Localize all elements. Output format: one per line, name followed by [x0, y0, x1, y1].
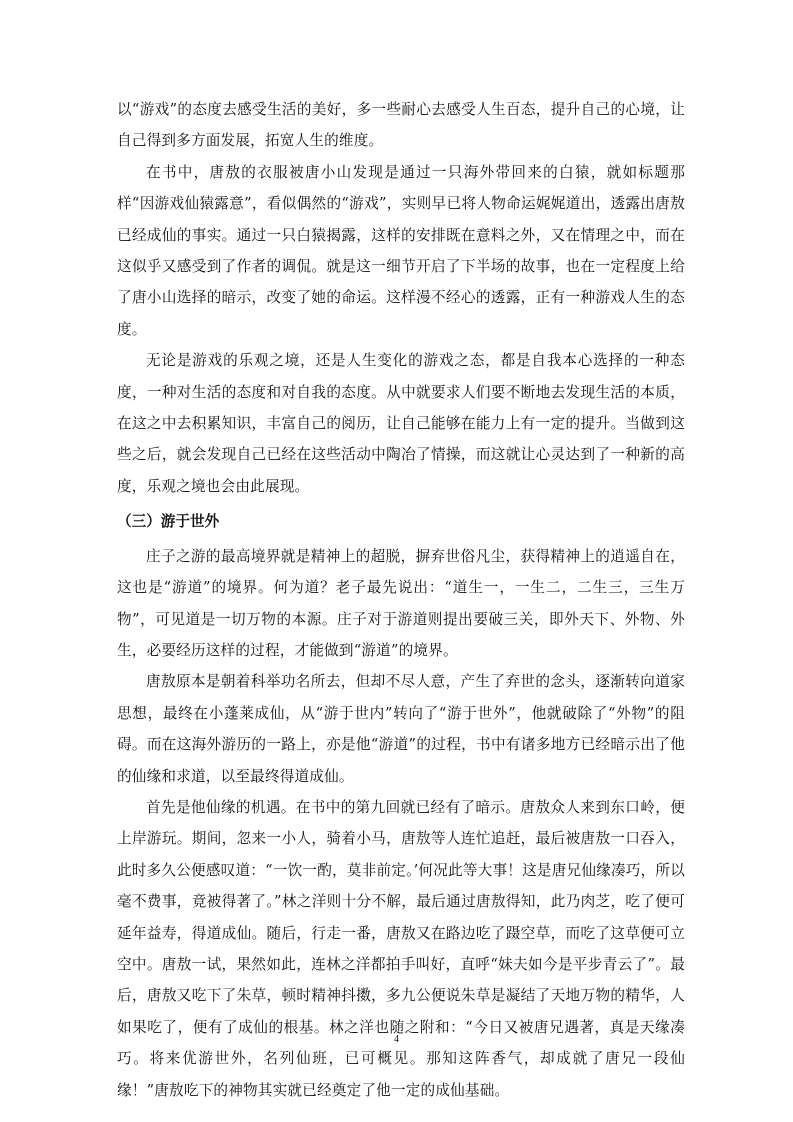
section-heading: （三）游于世外 — [117, 513, 220, 531]
paragraph-game-attitude: 无论是游戏的乐观之境，还是人生变化的游戏之态，都是自我本心选择的一种态度，一种对生活的态度和对自我的态度。从中就要求人们要不断地去发现生活的本质，在这之中去积累知识，丰富自己的阅历，让自己能够在能力上有一定的提升。当做到这些之后，就会发现自己已经在这些活动中陶冶了情操，而这就让心灵达到了一种新的高度，乐观之境也会由此展现。 — [117, 352, 685, 495]
paragraph-white-ape: 在书中，唐敖的衣服被唐小山发现是通过一只海外带回来的白猿，就如标题那样“因游戏仙猿露意”，看似偶然的“游戏”，实则早已将人物命运娓娓道出，透露出唐敖已经成仙的事实。通过一只白猿揭露，这样的安排既在意料之外，又在情理之中，而在这似乎又感受到了作者的调侃。就是这一细节开启了下半场的故事，也在一定程度上给了唐小山选择的暗示，改变了她的命运。这样漫不经心的透露，正有一种游戏人生的态度。 — [117, 163, 685, 338]
paragraph-continued: 以“游戏”的态度去感受生活的美好，多一些耐心去感受人生百态，提升自己的心境，让自己得到多方面发展，拓宽人生的维度。 — [117, 101, 685, 150]
page-number: 4 — [394, 1034, 399, 1045]
document-body — [117, 94, 685, 1106]
paragraph-immortal-fate: 首先是他仙缘的机遇。在书中的第九回就已经有了暗示。唐敖众人来到东口岭，便上岸游玩。期间，忽来一小人，骑着小马，唐敖等人连忙追赶，最后被唐敖一口吞入，此时多久公便感叹道：“一饮一酌，莫非前定。’何况此等大事！这是唐兄仙缘凑巧，所以毫不费事，竟被得著了。”林之洋则十分不解，最后通过唐敖得知，此乃肉芝，吃了便可延年益寿，得道成仙。随后，行走一番，唐敖又在路边吃了蹑空草，而吃了这草便可立空中。唐敖一试，果然如此，连林之洋都拍手叫好，直呼“妹夫如今是平步青云了”。最后，唐敖又吃下了朱草，顿时精神抖擞，多九公便说朱草是凝结了天地万物的精华，人如果吃了，便有了成仙的根基。林之洋也随之附和：“今日又被唐兄遇著，真是天缘凑巧。将来优游世外，名列仙班，已可概见。那知这阵香气，却成就了唐兄一段仙缘！”唐敖吃下的神物其实就已经奠定了他一定的成仙基础。 — [117, 798, 685, 1099]
paragraph-tang-ao: 唐敖原本是朝着科举功名所去，但却不尽人意，产生了弃世的念头，逐渐转向道家思想，最终在小蓬莱成仙，从“游于世内”转向了“游于世外”，他就破除了“外物”的阻碍。而在这海外游历的一路上，亦是他“游道”的过程，书中有诸多地方已经暗示出了他的仙缘和求道，以至最终得道成仙。 — [117, 673, 685, 785]
paragraph-zhuangzi: 庄子之游的最高境界就是精神上的超脱，摒弃世俗凡尘，获得精神上的逍遥自在，这也是“游道”的境界。何为道？老子最先说出：“道生一，一生二，二生三，三生万物”，可见道是一切万物的本源。庄子对于游道则提出要破三关，即外天下、外物、外生，必要经历这样的过程，才能做到“游道”的境界。 — [117, 547, 685, 659]
